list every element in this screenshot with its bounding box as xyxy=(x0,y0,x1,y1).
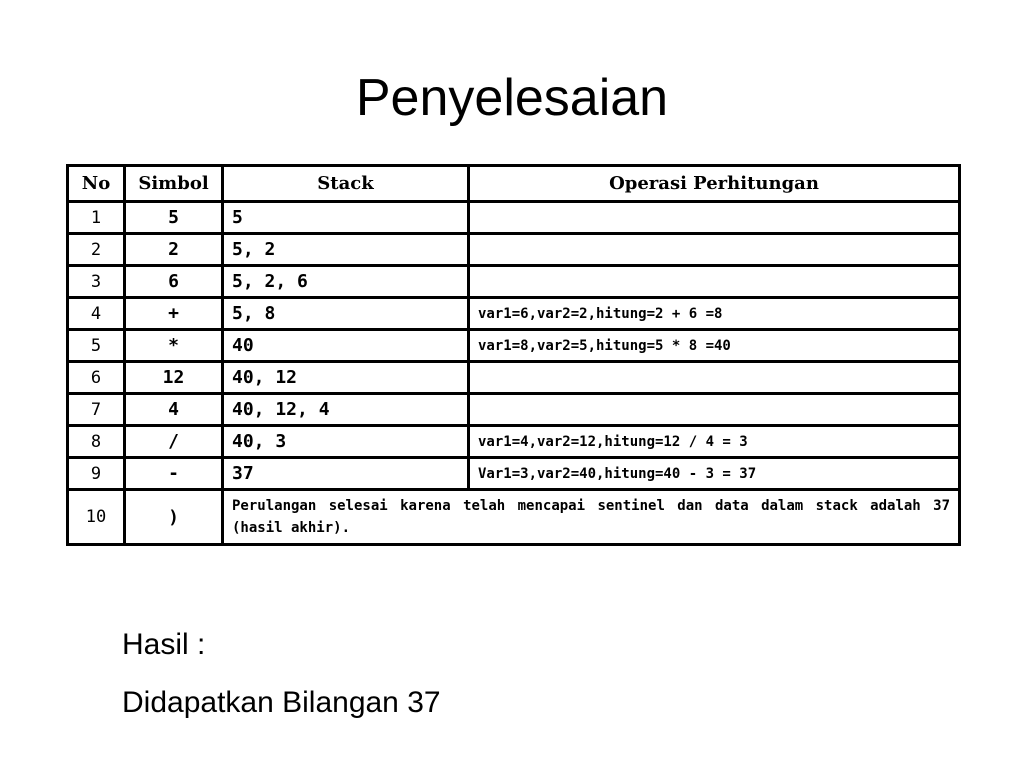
table-row xyxy=(68,202,960,234)
header-no: No xyxy=(68,166,125,202)
cell-operation: Var1=3,var2=40,hitung=40 - 3 = 37 xyxy=(469,458,960,490)
cell-stack: 37 xyxy=(223,458,469,490)
slide-title: Penyelesaian xyxy=(355,69,669,127)
cell-symbol: 5 xyxy=(125,202,223,234)
header-symbol: Simbol xyxy=(125,166,223,202)
cell-stack: 40, 12 xyxy=(223,362,469,394)
cell-no: 8 xyxy=(68,426,125,458)
table-row xyxy=(68,298,960,330)
cell-symbol: 6 xyxy=(125,266,223,298)
table-row xyxy=(68,330,960,362)
cell-symbol: 12 xyxy=(125,362,223,394)
stack-evaluation-table xyxy=(66,164,961,546)
cell-symbol: 4 xyxy=(125,394,223,426)
cell-no: 1 xyxy=(68,202,125,234)
cell-operation xyxy=(469,394,960,426)
cell-operation xyxy=(469,362,960,394)
table-row xyxy=(68,458,960,490)
cell-operation xyxy=(469,266,960,298)
cell-no: 6 xyxy=(68,362,125,394)
cell-stack: 40 xyxy=(223,330,469,362)
table-row xyxy=(68,234,960,266)
cell-operation: var1=6,var2=2,hitung=2 + 6 =8 xyxy=(469,298,960,330)
cell-no: 5 xyxy=(68,330,125,362)
cell-stack: 5, 8 xyxy=(223,298,469,330)
cell-symbol: + xyxy=(125,298,223,330)
cell-no: 3 xyxy=(68,266,125,298)
table-row-final xyxy=(68,490,960,545)
result-label: Hasil : xyxy=(122,628,206,661)
table-row xyxy=(68,394,960,426)
cell-stack: 40, 12, 4 xyxy=(223,394,469,426)
cell-final-note: Perulangan selesai karena telah mencapai sentinel dan data dalam stack adalah 37 (hasil akhir). xyxy=(223,490,960,545)
header-operation: Operasi Perhitungan xyxy=(469,166,960,202)
cell-stack: 5, 2 xyxy=(223,234,469,266)
cell-symbol: - xyxy=(125,458,223,490)
cell-stack: 40, 3 xyxy=(223,426,469,458)
table-row xyxy=(68,426,960,458)
cell-symbol: / xyxy=(125,426,223,458)
cell-symbol: 2 xyxy=(125,234,223,266)
header-stack: Stack xyxy=(223,166,469,202)
cell-operation: var1=4,var2=12,hitung=12 / 4 = 3 xyxy=(469,426,960,458)
cell-symbol: ) xyxy=(125,490,223,545)
table-row xyxy=(68,266,960,298)
cell-no: 4 xyxy=(68,298,125,330)
cell-no: 10 xyxy=(68,490,125,545)
result-text: Didapatkan Bilangan 37 xyxy=(122,686,441,719)
cell-no: 9 xyxy=(68,458,125,490)
cell-operation xyxy=(469,202,960,234)
cell-stack: 5 xyxy=(223,202,469,234)
table-row xyxy=(68,362,960,394)
cell-no: 7 xyxy=(68,394,125,426)
cell-symbol: * xyxy=(125,330,223,362)
cell-operation: var1=8,var2=5,hitung=5 * 8 =40 xyxy=(469,330,960,362)
cell-stack: 5, 2, 6 xyxy=(223,266,469,298)
cell-operation xyxy=(469,234,960,266)
cell-no: 2 xyxy=(68,234,125,266)
table-header-row xyxy=(68,166,960,202)
